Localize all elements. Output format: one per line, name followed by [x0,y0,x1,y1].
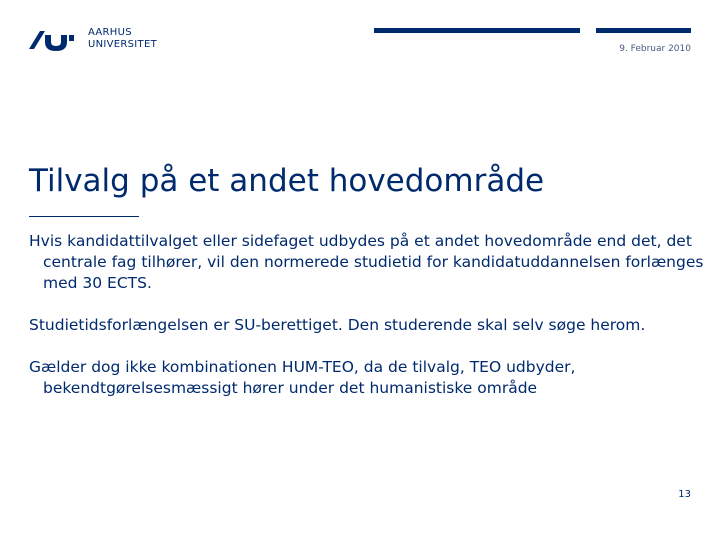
header-bar-short [596,28,691,33]
header-bar-long [374,28,580,33]
aarhus-university-logo-icon [27,27,75,51]
slide-title: Tilvalg på et andet hovedområde [29,163,545,199]
wordmark-line-1: AARHUS [88,27,132,38]
slide-body [29,231,709,420]
body-paragraph: Studietidsforlængelsen er SU-berettiget. Den studerende skal selv søge herom. [29,316,646,334]
body-paragraph: Hvis kandidattilvalget eller sidefaget udbydes på et andet hovedområde end det, det centrale fag tilhører, vil den normerede studietid for kandidatuddannelsen forlænges med 30 ECTS. [29,232,704,292]
page-number: 13 [678,489,691,500]
body-paragraph: Gælder dog ikke kombinationen HUM-TEO, da de tilvalg, TEO udbyder, bekendtgørelsesmæssigt hører under det humanistiske område [29,358,576,397]
title-underline [29,216,139,217]
wordmark-line-2: UNIVERSITET [88,39,157,50]
slide-date: 9. Februar 2010 [619,44,691,54]
university-wordmark [88,27,157,51]
